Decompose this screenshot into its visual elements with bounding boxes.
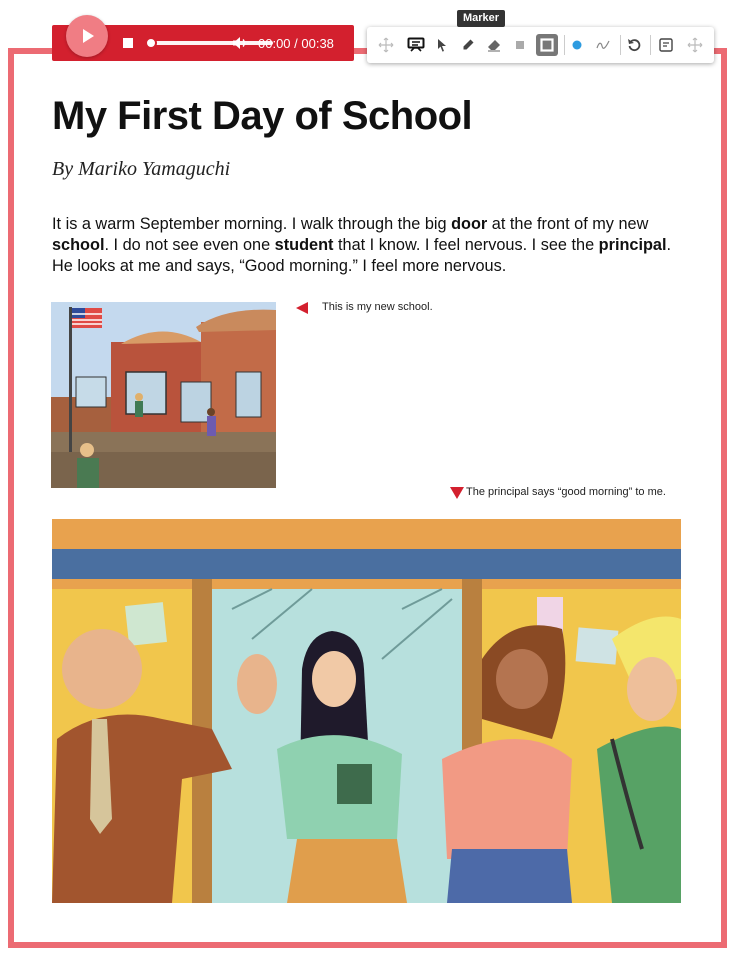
volume-icon[interactable] — [232, 36, 248, 50]
vocab-word-door[interactable]: door — [451, 215, 488, 233]
audio-progress-handle[interactable] — [145, 37, 157, 49]
pointer-tool-icon[interactable] — [431, 34, 453, 56]
school-illustration — [51, 302, 276, 488]
vocab-word-school[interactable]: school — [52, 236, 105, 254]
stop-button[interactable] — [123, 38, 133, 48]
toolbar-divider — [620, 35, 621, 55]
freehand-tool-icon[interactable] — [592, 34, 614, 56]
note-icon[interactable] — [655, 34, 677, 56]
marker-tool-icon[interactable] — [457, 34, 479, 56]
toolbar-divider — [564, 35, 565, 55]
caption-school: This is my new school. — [322, 301, 433, 313]
play-button[interactable] — [66, 15, 108, 57]
highlighter-tool-icon[interactable] — [405, 34, 427, 56]
vocab-word-student[interactable]: student — [274, 236, 334, 254]
square-outline-tool-icon[interactable] — [536, 34, 558, 56]
caption-arrow-icon — [450, 487, 464, 499]
small-square-icon[interactable] — [509, 34, 531, 56]
eraser-tool-icon[interactable] — [483, 34, 505, 56]
toolbar-divider — [650, 35, 651, 55]
caption-principal: The principal says “good morning” to me. — [466, 486, 666, 498]
vocab-word-principal[interactable]: principal — [598, 236, 667, 254]
audio-player — [52, 25, 354, 61]
audio-time: 00:00 / 00:38 — [258, 36, 334, 51]
caption-arrow-icon — [296, 302, 308, 314]
page-title: My First Day of School — [52, 94, 473, 138]
byline: By Mariko Yamaguchi — [52, 158, 231, 180]
annotation-toolbar — [367, 27, 714, 63]
move-handle-icon[interactable] — [684, 34, 706, 56]
tool-tooltip: Marker — [457, 10, 505, 27]
play-icon — [83, 29, 94, 43]
color-dot-icon[interactable] — [566, 34, 588, 56]
hallway-illustration — [52, 519, 681, 903]
story-paragraph: It is a warm September morning. I walk through the big door at the front of my new school. I do not see even one student that I know. I feel nervous. I see the principal. He looks at me and says, “Good morning.” I feel more nervous. — [52, 215, 672, 275]
move-handle-icon[interactable] — [375, 34, 397, 56]
audio-progress-track[interactable] — [149, 41, 273, 45]
undo-icon[interactable] — [623, 34, 645, 56]
